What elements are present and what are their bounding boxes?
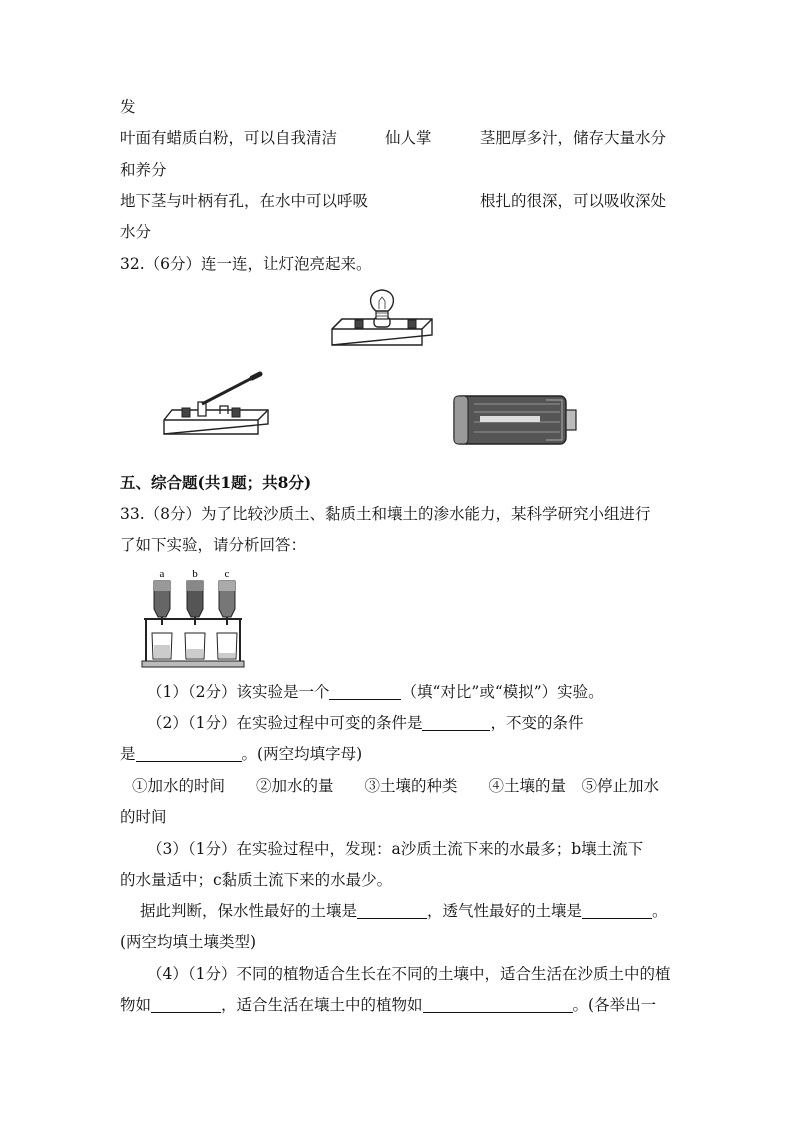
q33-p4-loam-plant-blank[interactable]: [423, 996, 573, 1013]
bottle-label-c: c: [224, 568, 230, 580]
q33-p3-line3-pre: 据此判断，保水性最好的土壤是: [140, 902, 358, 920]
q33-p1: [147, 682, 604, 702]
q33-p4-line2-post: 。(各举出一: [572, 996, 657, 1014]
q33-p1-post: （填“对比”或“模拟”）实验。: [401, 683, 604, 701]
q31-fa-line: 发: [120, 98, 136, 116]
q31-row2-cont: 水分: [120, 223, 152, 241]
q31-row2-left: 地下茎与叶柄有孔，在水中可以呼吸: [120, 192, 369, 210]
q33-p1-answer-blank[interactable]: [329, 683, 401, 700]
knife-switch-figure[interactable]: [162, 372, 270, 438]
q33-p2-line2: [120, 744, 362, 764]
bottle-label-b: b: [192, 568, 198, 580]
q31-row1-cont: 和养分: [120, 161, 167, 179]
q33-p3-line3-post: 。: [652, 902, 668, 920]
q31-row1-mid: 仙人掌: [385, 129, 432, 147]
q33-p2-constant-blank[interactable]: [136, 745, 242, 762]
q33-p2-mid: ，不变的条件: [490, 714, 584, 732]
q31-row1-left: 叶面有蜡质白粉，可以自我清洁: [120, 129, 338, 147]
q33-p4-line2-mid: ，适合生活在壤土中的植物如: [221, 996, 423, 1014]
q33-p3-retention-blank[interactable]: [357, 902, 427, 919]
q33-p3-line3: [140, 901, 668, 921]
bottle-label-a: a: [159, 568, 165, 580]
battery-figure[interactable]: [450, 392, 580, 450]
section5-title: 五、综合题(共1题；共8分): [120, 473, 312, 492]
q33-p4-line2-pre: 物如: [120, 996, 152, 1014]
q33-intro-line1: 33.（8分）为了比较沙质土、黏质土和壤土的渗水能力，某科学研究小组进行: [120, 505, 651, 523]
soil-experiment-figure: [140, 567, 246, 669]
q33-p1-pre: （1）（2分）该实验是一个: [147, 683, 330, 701]
q33-p3-aeration-blank[interactable]: [582, 902, 652, 919]
q33-p2-pre: （2）（1分）在实验过程中可变的条件是: [147, 714, 423, 732]
q33-p3-line1: （3）（1分）在实验过程中，发现：a沙质土流下来的水最多；b壤土流下: [147, 840, 644, 858]
q33-options-line: ①加水的时间 ②加水的量 ③土壤的种类 ④土壤的量 ⑤停止加水: [132, 777, 660, 795]
light-bulb-figure[interactable]: [328, 287, 436, 349]
q33-p3-line2: 的水量适中；c黏质土流下来的水最少。: [120, 871, 393, 889]
q33-p4-line2: [120, 995, 656, 1015]
q33-intro-line2: 了如下实验，请分析回答：: [120, 536, 307, 554]
q31-row2-right: 根扎的很深，可以吸收深处: [480, 192, 667, 210]
q33-p4-line1: （4）（1分）不同的植物适合生长在不同的土壤中，适合生活在沙质土中的植: [147, 965, 671, 983]
q33-options-cont: 的时间: [120, 808, 167, 826]
q32-text: 32.（6分）连一连，让灯泡亮起来。: [120, 255, 372, 273]
q33-p4-sandy-plant-blank[interactable]: [151, 996, 221, 1013]
q33-p3-line4: (两空均填土壤类型): [120, 933, 257, 951]
q33-p2-line2-post: 。(两空均填字母): [241, 745, 363, 763]
q33-p2: [147, 713, 584, 733]
q33-p2-variable-blank[interactable]: [422, 714, 490, 731]
q33-p3-line3-mid: ，透气性最好的土壤是: [427, 902, 583, 920]
q31-row1-right: 茎肥厚多汁，储存大量水分: [480, 129, 667, 147]
q33-p2-line2-pre: 是: [120, 745, 136, 763]
